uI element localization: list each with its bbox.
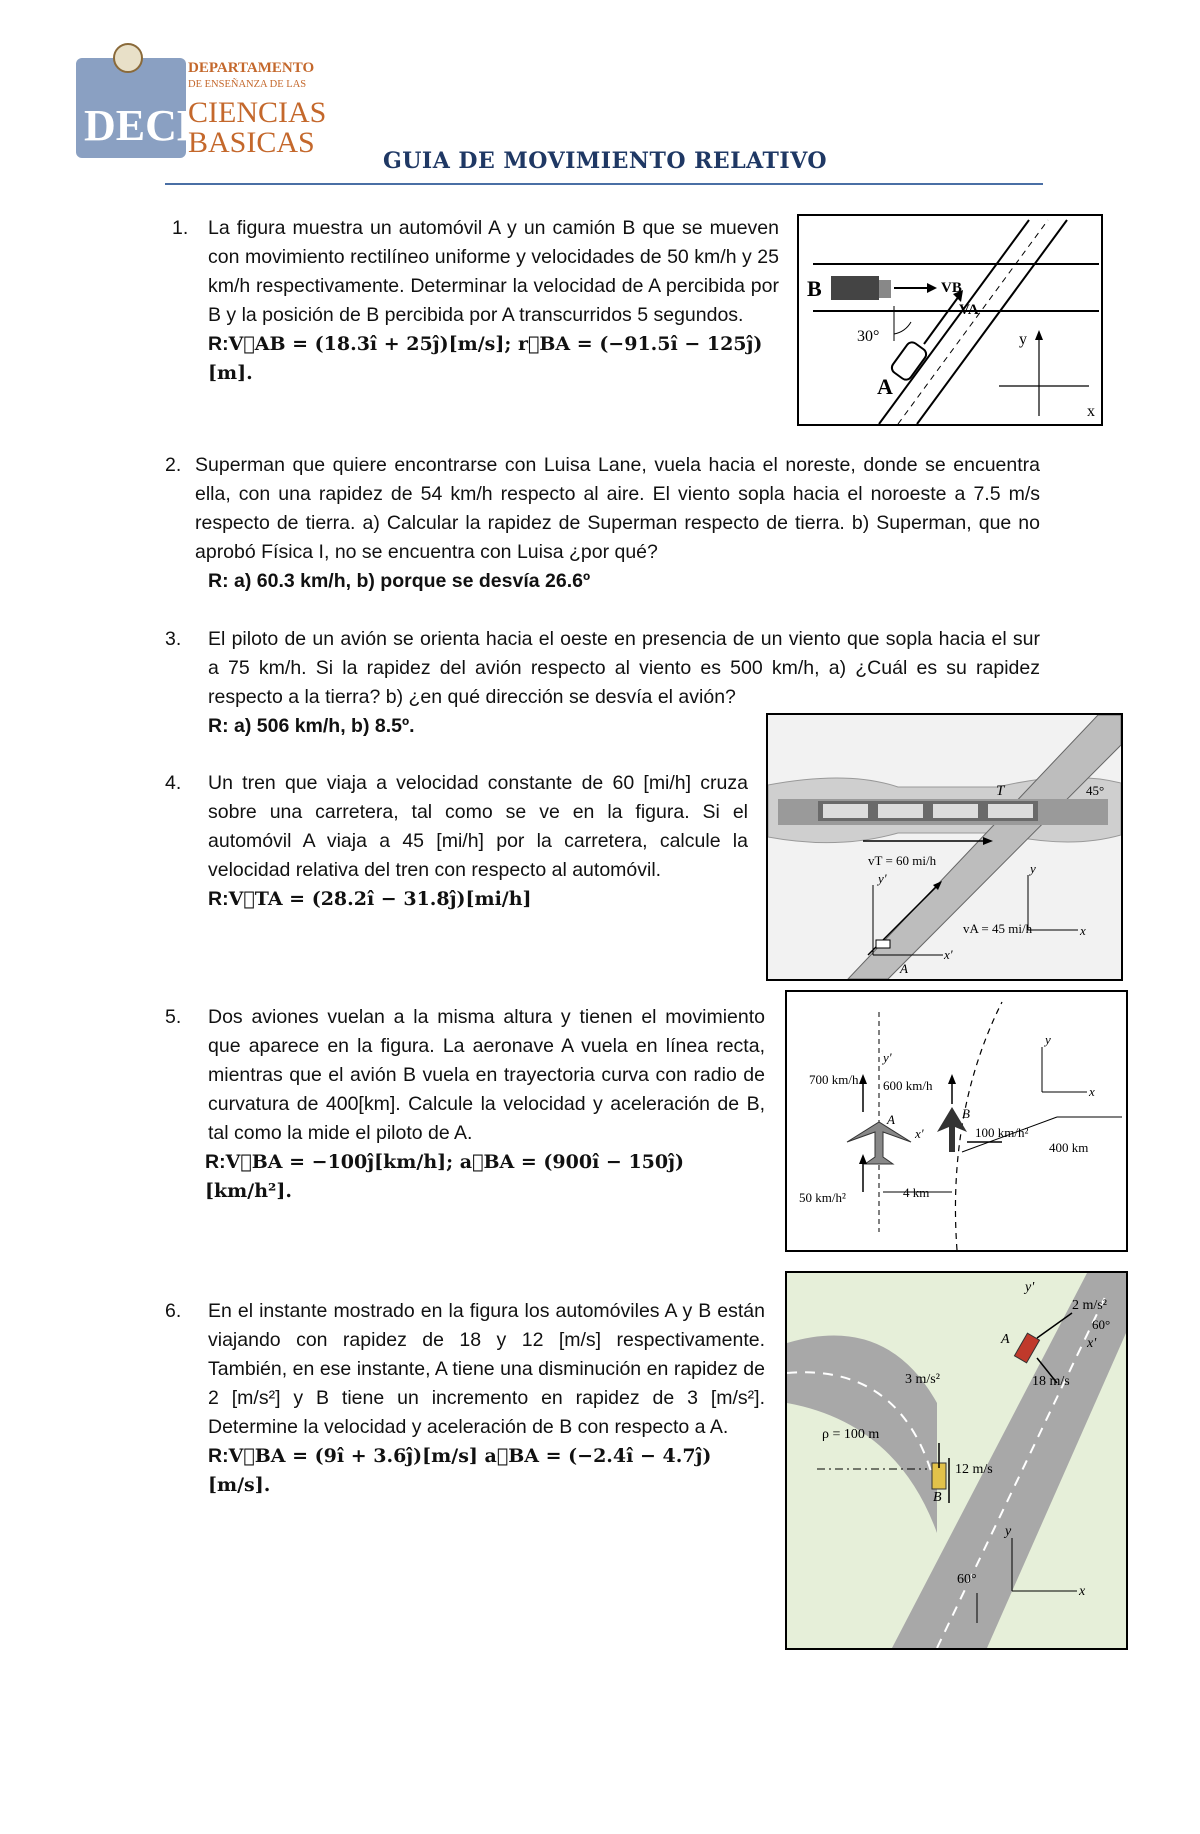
problem-answer: R:V⃗BA = (9î + 3.6ĵ)[m/s] a⃗BA = (−2.4î − 4.7ĵ)[m/s]. — [208, 1445, 712, 1496]
problem-answer: R: a) 506 km/h, b) 8.5º. — [208, 715, 415, 737]
fig6-label-yp: y' — [1025, 1280, 1035, 1295]
fig1-label-b: B — [807, 276, 822, 301]
problem-answer: R: a) 60.3 km/h, b) porque se desvía 26.6º — [208, 570, 591, 592]
problem-answer: R:V⃗BA = −100ĵ[km/h]; a⃗BA = (900î − 150ĵ)[km/h²]. — [205, 1151, 684, 1202]
figure-5 — [785, 990, 1128, 1252]
fig4-label-yp: y' — [878, 871, 887, 886]
problem-5 — [165, 1003, 765, 1206]
fig4-label-x: x — [1080, 923, 1086, 938]
problem-text: Dos aviones vuelan a la misma altura y tienen el movimiento que aparece en la figura. La aeronave A vuela en línea recta, mientras que el avión B vuela en trayectoria curva con radio de curvatura de 400[km]. Calcule la velocidad y aceleración de B, tal como la mide el piloto de A. — [208, 1006, 765, 1144]
fig6-label-3ms2: 3 m/s² — [905, 1372, 940, 1387]
fig1-label-y: y — [1019, 331, 1027, 348]
fig5-label-700: 700 km/h — [809, 1072, 859, 1087]
fig4-label-y: y — [1030, 861, 1036, 876]
logo-line-1: DEPARTAMENTO — [188, 60, 315, 76]
fig4-label-angle: 45° — [1086, 783, 1105, 798]
fig5-label-yp: y' — [883, 1050, 892, 1065]
problem-number: 2. — [165, 454, 182, 476]
logo-line-3: CIENCIAS — [188, 96, 326, 129]
fig6-label-xp: x' — [1087, 1336, 1097, 1351]
fig1-label-angle: 30° — [857, 328, 880, 345]
fig6-label-2ms2: 2 m/s² — [1072, 1298, 1107, 1313]
logo-line-2: DE ENSEÑANZA DE LAS — [188, 79, 307, 90]
problem-number: 4. — [165, 772, 182, 794]
fig4-label-xp: x' — [944, 947, 953, 962]
fig6-label-y: y — [1005, 1524, 1012, 1539]
fig6-label-18: 18 m/s — [1032, 1374, 1070, 1389]
problem-2 — [165, 451, 1040, 596]
fig6-label-b: B — [933, 1490, 942, 1505]
problem-4 — [165, 769, 748, 914]
problem-1 — [172, 214, 779, 388]
logo-mark: DECB — [84, 101, 207, 150]
fig5-label-y: y — [1045, 1032, 1051, 1047]
fig6-label-12: 12 m/s — [955, 1462, 993, 1477]
fig5-label-a: A — [887, 1112, 895, 1127]
problem-number: 3. — [165, 628, 182, 650]
fig5-label-xp: x' — [915, 1126, 924, 1141]
figure-4 — [766, 713, 1123, 981]
fig4-label-a: A — [900, 961, 908, 976]
problem-text: En el instante mostrado en la figura los automóviles A y B están viajando con rapidez de 18 y 12 [m/s] respectivamente. También, en ese instante, A tiene una disminución en rapidez de 2 [m/s²] y B tiene un incremento en rapidez de 3 [m/s²]. Determine la velocidad y aceleración de B con respecto a A. — [208, 1300, 765, 1438]
fig4-label-vt: vT = 60 mi/h — [868, 853, 937, 868]
problem-text: La figura muestra un automóvil A y un camión B que se mueven con movimiento rectilíneo uniforme y velocidades de 50 km/h y 25 km/h respectivamente. Determinar la velocidad de A percibida por B y la posición de B percibida por A transcurridos 5 segundos. — [208, 217, 779, 326]
fig4-label-t: T — [996, 783, 1005, 799]
fig5-label-600: 600 km/h — [883, 1078, 933, 1093]
problem-number: 5. — [165, 1006, 182, 1028]
fig6-label-a: A — [1001, 1332, 1010, 1347]
page-title: GUIA DE MOVIMIENTO RELATIVO — [382, 148, 828, 174]
fig6-label-rho: ρ = 100 m — [822, 1427, 880, 1442]
fig5-label-400: 400 km — [1049, 1140, 1089, 1155]
problem-number: 1. — [172, 217, 189, 239]
fig5-label-50: 50 km/h² — [799, 1190, 846, 1205]
problem-number: 6. — [165, 1300, 182, 1322]
problem-text: Superman que quiere encontrarse con Luisa Lane, vuela hacia el noreste, donde se encuentra ella, con una rapidez de 54 km/h respecto al aire. El viento sopla hacia el noroeste a 7.5 m/s respecto de tierra. a) Calcular la rapidez de Superman respecto de tierra. b) Superman, que no aprobó Física I, no se encuentra con Luisa ¿por qué? — [195, 454, 1040, 563]
problem-6 — [165, 1297, 765, 1500]
problem-text: Un tren que viaja a velocidad constante de 60 [mi/h] cruza sobre una carretera, tal como se ve en la figura. Si el automóvil A viaja a 45 [mi/h] por la carretera, calcule la velocidad relativa del tren con respecto al automóvil. — [208, 772, 748, 881]
fig4-label-va: vA = 45 mi/h — [963, 921, 1033, 936]
logo-line-4: BASICAS — [188, 126, 315, 159]
fig5-label-4km: 4 km — [903, 1185, 930, 1200]
figure-1 — [797, 214, 1103, 426]
fig6-label-x: x — [1079, 1584, 1086, 1599]
fig1-label-a: A — [877, 374, 893, 399]
fig5-label-x: x — [1089, 1084, 1095, 1099]
fig5-label-100: 100 km/h² — [975, 1125, 1029, 1140]
fig1-label-x: x — [1087, 403, 1095, 420]
title-rule — [165, 183, 1043, 185]
fig6-label-60a: 60° — [1092, 1317, 1111, 1332]
fig6-label-60b: 60° — [957, 1572, 977, 1587]
problem-text: El piloto de un avión se orienta hacia el oeste en presencia de un viento que sopla hacia el sur a 75 km/h. Si la rapidez del avión respecto al viento es 500 km/h, a) ¿Cuál es su rapidez respecto a la tierra? b) ¿en qué dirección se desvía el avión? — [208, 628, 1040, 708]
fig1-label-vb: VB — [941, 280, 962, 296]
fig5-label-b: B — [962, 1106, 970, 1121]
problem-answer: R:V⃗TA = (28.2î − 31.8ĵ)[mi/h] — [208, 888, 532, 910]
figure-6 — [785, 1271, 1128, 1650]
fig1-label-va: VA — [959, 302, 979, 318]
problem-answer: R:V⃗AB = (18.3î + 25ĵ)[m/s]; r⃗BA = (−91.5î − 125ĵ)[m]. — [208, 333, 763, 384]
